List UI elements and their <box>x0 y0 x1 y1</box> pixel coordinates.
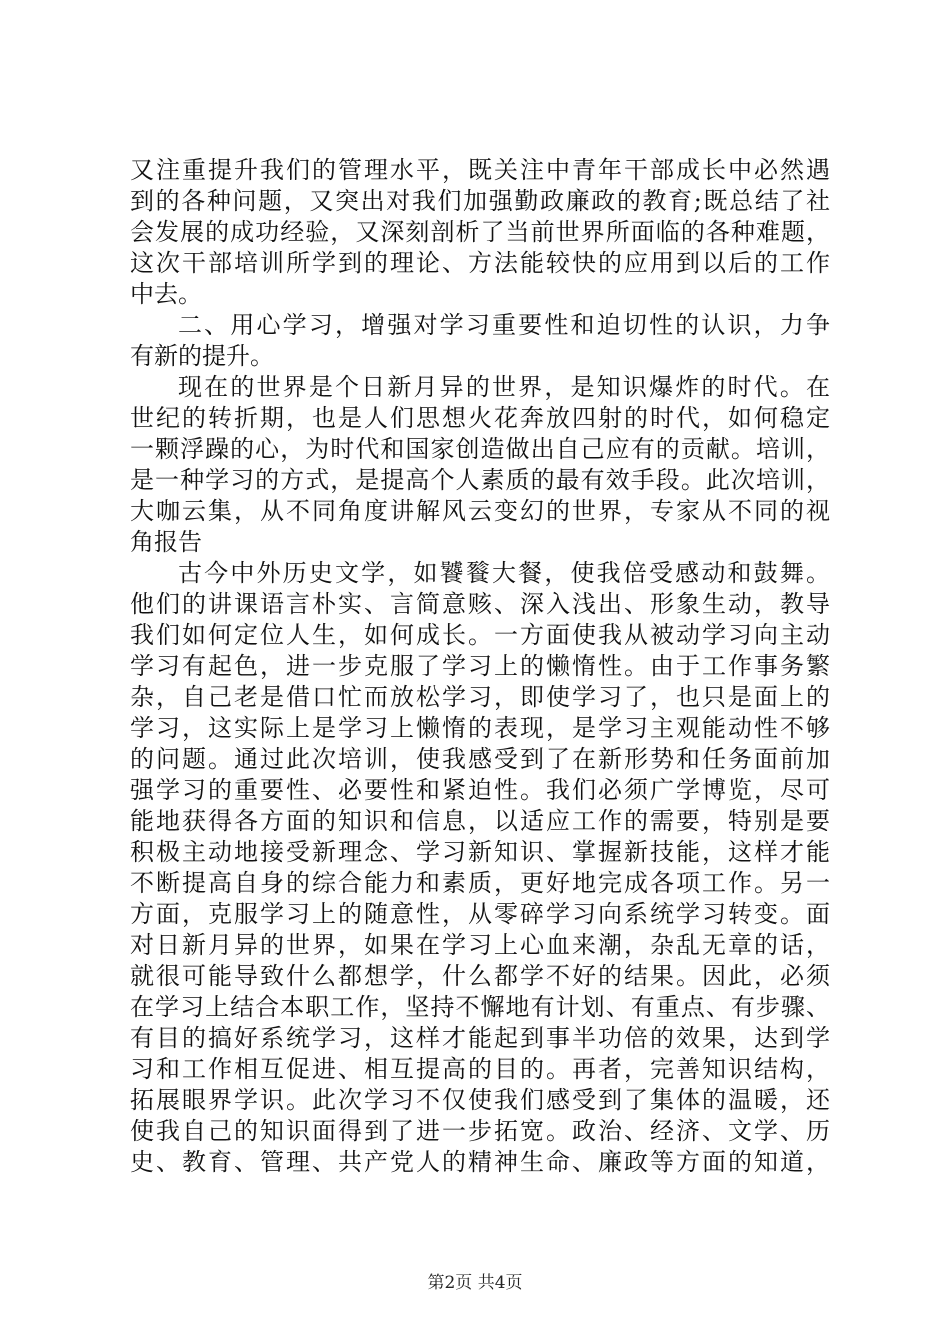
text-line: 使我自己的知识面得到了进一步拓宽。政治、经济、文学、历 <box>130 1117 830 1145</box>
text-line: 他们的讲课语言朴实、言简意赅、深入浅出、形象生动，教导 <box>130 590 830 618</box>
text-line: 积极主动地接受新理念、学习新知识、掌握新技能，这样才能 <box>130 838 830 866</box>
text-line: 会发展的成功经验，又深刻剖析了当前世界所面临的各种难题， <box>130 218 830 246</box>
text-line: 中去。 <box>130 280 202 308</box>
text-line: 不断提高自身的综合能力和素质，更好地完成各项工作。另一 <box>130 869 830 897</box>
text-line: 我们如何定位人生，如何成长。一方面使我从被动学习向主动 <box>130 621 830 649</box>
document-body <box>130 155 830 1178</box>
text-line: 学习有起色，进一步克服了学习上的懒惰性。由于工作事务繁 <box>130 652 830 680</box>
text-line: 是一种学习的方式，是提高个人素质的最有效手段。此次培训， <box>130 466 830 494</box>
text-line: 史、教育、管理、共产党人的精神生命、廉政等方面的知道， <box>130 1148 830 1176</box>
text-line: 现在的世界是个日新月异的世界，是知识爆炸的时代。在 <box>178 373 830 401</box>
text-line: 世纪的转折期，也是人们思想火花奔放四射的时代，如何稳定 <box>130 404 830 432</box>
text-line: 到的各种问题，又突出对我们加强勤政廉政的教育;既总结了社 <box>130 187 830 215</box>
text-line: 杂，自己老是借口忙而放松学习，即使学习了，也只是面上的 <box>130 683 830 711</box>
text-line: 有新的提升。 <box>130 342 274 370</box>
text-line: 拓展眼界学识。此次学习不仅使我们感受到了集体的温暖，还 <box>130 1086 830 1114</box>
text-line: 能地获得各方面的知识和信息，以适应工作的需要，特别是要 <box>130 807 830 835</box>
text-line: 有目的搞好系统学习，这样才能起到事半功倍的效果，达到学 <box>130 1024 830 1052</box>
text-line: 就很可能导致什么都想学，什么都学不好的结果。因此，必须 <box>130 962 830 990</box>
text-line: 这次干部培训所学到的理论、方法能较快的应用到以后的工作 <box>130 249 830 277</box>
text-line: 角报告 <box>130 528 202 556</box>
text-line: 一颗浮躁的心，为时代和国家创造做出自己应有的贡献。培训， <box>130 435 830 463</box>
text-line: 对日新月异的世界，如果在学习上心血来潮，杂乱无章的话， <box>130 931 830 959</box>
page-footer: 第2页 共4页 <box>427 1273 523 1293</box>
text-line: 学习，这实际上是学习上懒惰的表现，是学习主观能动性不够 <box>130 714 830 742</box>
text-line: 古今中外历史文学，如饕餮大餐，使我倍受感动和鼓舞。 <box>178 559 830 587</box>
text-line: 又注重提升我们的管理水平，既关注中青年干部成长中必然遇 <box>130 156 830 184</box>
text-line: 强学习的重要性、必要性和紧迫性。我们必须广学博览，尽可 <box>130 776 830 804</box>
text-line: 方面，克服学习上的随意性，从零碎学习向系统学习转变。面 <box>130 900 830 928</box>
text-line: 在学习上结合本职工作，坚持不懈地有计划、有重点、有步骤、 <box>130 993 830 1021</box>
text-line: 的问题。通过此次培训，使我感受到了在新形势和任务面前加 <box>130 745 830 773</box>
text-line: 习和工作相互促进、相互提高的目的。再者，完善知识结构， <box>130 1055 830 1083</box>
text-line: 大咖云集，从不同角度讲解风云变幻的世界，专家从不同的视 <box>130 497 830 525</box>
text-line: 二、用心学习，增强对学习重要性和迫切性的认识，力争 <box>178 311 830 339</box>
